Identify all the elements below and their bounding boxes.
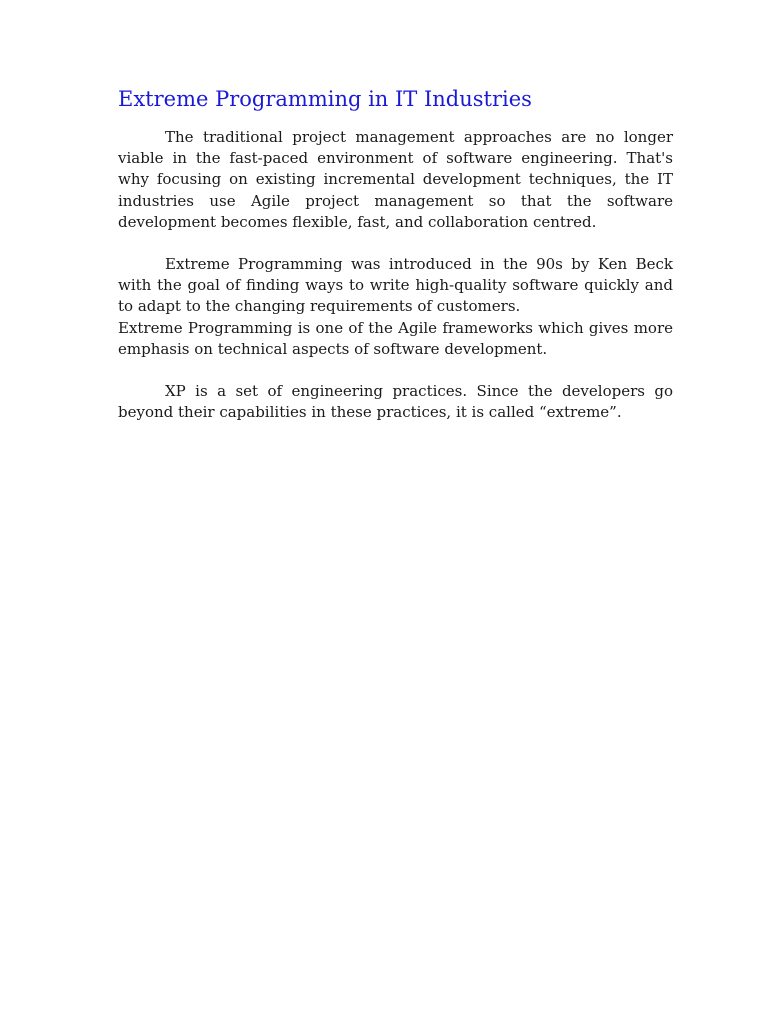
paragraph-traditional-approaches: The traditional project management approaches are no longer viable in the fast-paced environment of software engineering. That's why focusing on existing incremental development techniques, the IT industries use Agile project management so that the software development becomes flexible, fast, and collaboration centred. bbox=[118, 128, 673, 231]
paragraph-xp-agile-framework: Extreme Programming is one of the Agile frameworks which gives more emphasis on technical aspects of software development. bbox=[118, 318, 673, 358]
paragraph-spacer bbox=[118, 233, 673, 254]
document-title: Extreme Programming in IT Industries bbox=[118, 87, 532, 111]
paragraph-spacer bbox=[118, 360, 673, 381]
document-body bbox=[118, 84, 673, 423]
paragraph-xp-introduction: Extreme Programming was introduced in the 90s by Ken Beck with the goal of finding ways to write high-quality software quickly and to adapt to the changing requirements of customers. bbox=[118, 255, 673, 316]
paragraph-xp-practices: XP is a set of engineering practices. Since the developers go beyond their capabilities in these practices, it is called “extreme”. bbox=[118, 382, 673, 422]
